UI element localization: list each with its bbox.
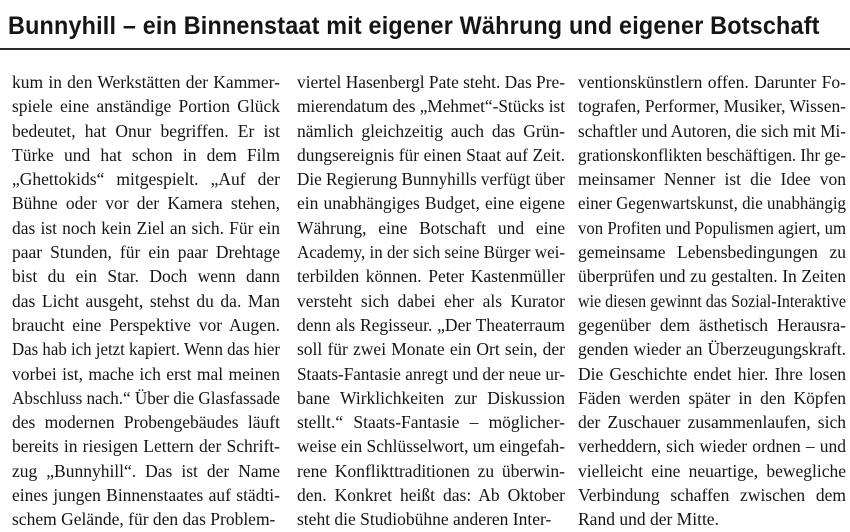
text-line: Bühne oder vor der Kamera stehen, <box>12 193 280 214</box>
headline-rule <box>0 48 850 50</box>
text-line: eines jungen Binnenstaates auf städti- <box>12 485 280 506</box>
text-line: wie diesen gewinnt das Sozial-Interaktive <box>578 290 847 311</box>
text-line: nämlich gleichzeitig auch das Grün- <box>297 120 565 141</box>
text-line: Die Geschichte endet hier. Ihre losen <box>578 363 846 384</box>
text-line: Die Regierung Bunnyhills verfügt über <box>297 169 566 190</box>
text-line: soll für zwei Monate ein Ort sein, der <box>297 339 565 360</box>
text-line: gemeinsame Lebensbedingungen zu <box>578 242 846 263</box>
text-line: kum in den Werkstätten der Kammer- <box>12 72 280 92</box>
text-line: weise ein Schlüsselwort, um eingefah- <box>297 436 566 457</box>
text-line: rene Konflikttraditionen zu überwin- <box>297 460 565 481</box>
text-line: schem Gelände, für den das Problem- <box>12 509 276 530</box>
text-line: Academy, in der sich seine Bürger wei- <box>297 242 565 263</box>
text-line: das Licht ausgeht, stehst du da. Man <box>12 290 280 311</box>
text-line: viertel Hasenbergl Pate steht. Das Pre- <box>297 72 566 92</box>
text-line: spiele eine anständige Portion Glück <box>12 96 280 117</box>
text-line: tografen, Performer, Musiker, Wissen- <box>578 96 846 117</box>
text-line: „Ghettokids“ mitgespielt. „Auf der <box>12 169 280 190</box>
text-line: einer Gegenwartskunst, die unabhängig <box>578 193 847 214</box>
text-line: versteht sich dabei eher als Kurator <box>297 290 565 311</box>
text-line: ventionskünstlern offen. Darunter Fo- <box>578 72 846 92</box>
text-line: vorbei ist, mache ich erst mal meinen <box>12 363 280 384</box>
article-headline: Bunnyhill – ein Binnenstaat mit eigener Währung und eigener Botschaft <box>8 12 820 40</box>
text-column-1 <box>12 70 280 532</box>
text-line: schaftler und Autoren, die sich mit Mi- <box>578 120 846 141</box>
text-line: denn als Regisseur. „Der Theaterraum <box>297 314 565 335</box>
text-line: des modernen Probengebäudes läuft <box>12 412 280 433</box>
text-column-2 <box>297 70 565 532</box>
text-line: Verbindung schaffen zwischen dem <box>578 485 846 506</box>
text-line: gegenüber dem ästhetisch Herausra- <box>578 314 846 335</box>
text-line: dungsereignis für einen Staat auf Zeit. <box>297 144 565 165</box>
text-line: bereits in riesigen Lettern der Schrift- <box>12 436 280 457</box>
text-column-3 <box>578 70 846 532</box>
text-line: ein unabhängiges Budget, eine eigene <box>297 193 565 214</box>
text-line: den. Konkret heißt das: Ab Oktober <box>297 485 565 506</box>
text-line: steht die Studiobühne anderen Inter- <box>297 509 552 530</box>
text-line: Das hab ich jetzt kapiert. Wenn das hier <box>12 339 280 360</box>
text-line: überprüfen und zu gestalten. In Zeiten <box>578 266 846 287</box>
text-line: vielleicht eine neuartige, bewegliche <box>578 460 846 481</box>
text-line: bist du ein Star. Doch wenn dann <box>12 266 280 287</box>
text-line: terbilden können. Peter Kastenmüller <box>297 266 565 287</box>
text-line: Staats-Fantasie anregt und der neue ur- <box>297 363 565 384</box>
text-line: genden wieder an Überzeugungskraft. <box>578 339 846 360</box>
text-line: Fäden werden später in den Köpfen <box>578 387 846 408</box>
text-line: Währung, eine Botschaft und eine <box>297 217 565 238</box>
text-line: stellt.“ Staats-Fantasie – möglicher- <box>297 412 565 433</box>
text-line: von Profiten und Populismen agiert, um <box>578 217 847 238</box>
text-line: Abschluss nach.“ Über die Glasfassade <box>12 387 280 408</box>
text-line: der Zuschauer zusammenlaufen, sich <box>578 412 846 433</box>
text-line: braucht eine Perspektive vor Augen. <box>12 314 280 335</box>
text-line: meinsamer Nenner ist die Idee von <box>578 169 846 190</box>
text-line: grationskonflikten beschäftigen. Ihr ge- <box>578 144 846 165</box>
text-line: Rand und der Mitte. <box>578 509 719 530</box>
text-line: das ist noch kein Ziel an sich. Für ein <box>12 217 280 238</box>
text-line: zug „Bunnyhill“. Das ist der Name <box>12 460 280 481</box>
text-line: mierendatum des „Mehmet“-Stücks ist <box>297 96 566 117</box>
text-line: paar Stunden, für ein paar Drehtage <box>12 242 280 263</box>
text-line: Türke und hat schon in dem Film <box>12 144 280 165</box>
text-line: bane Wirklichkeiten zur Diskussion <box>297 387 565 408</box>
text-line: bedeutet, hat Onur begriffen. Er ist <box>12 120 280 141</box>
text-line: verheddern, sich wieder ordnen – und <box>578 436 846 457</box>
